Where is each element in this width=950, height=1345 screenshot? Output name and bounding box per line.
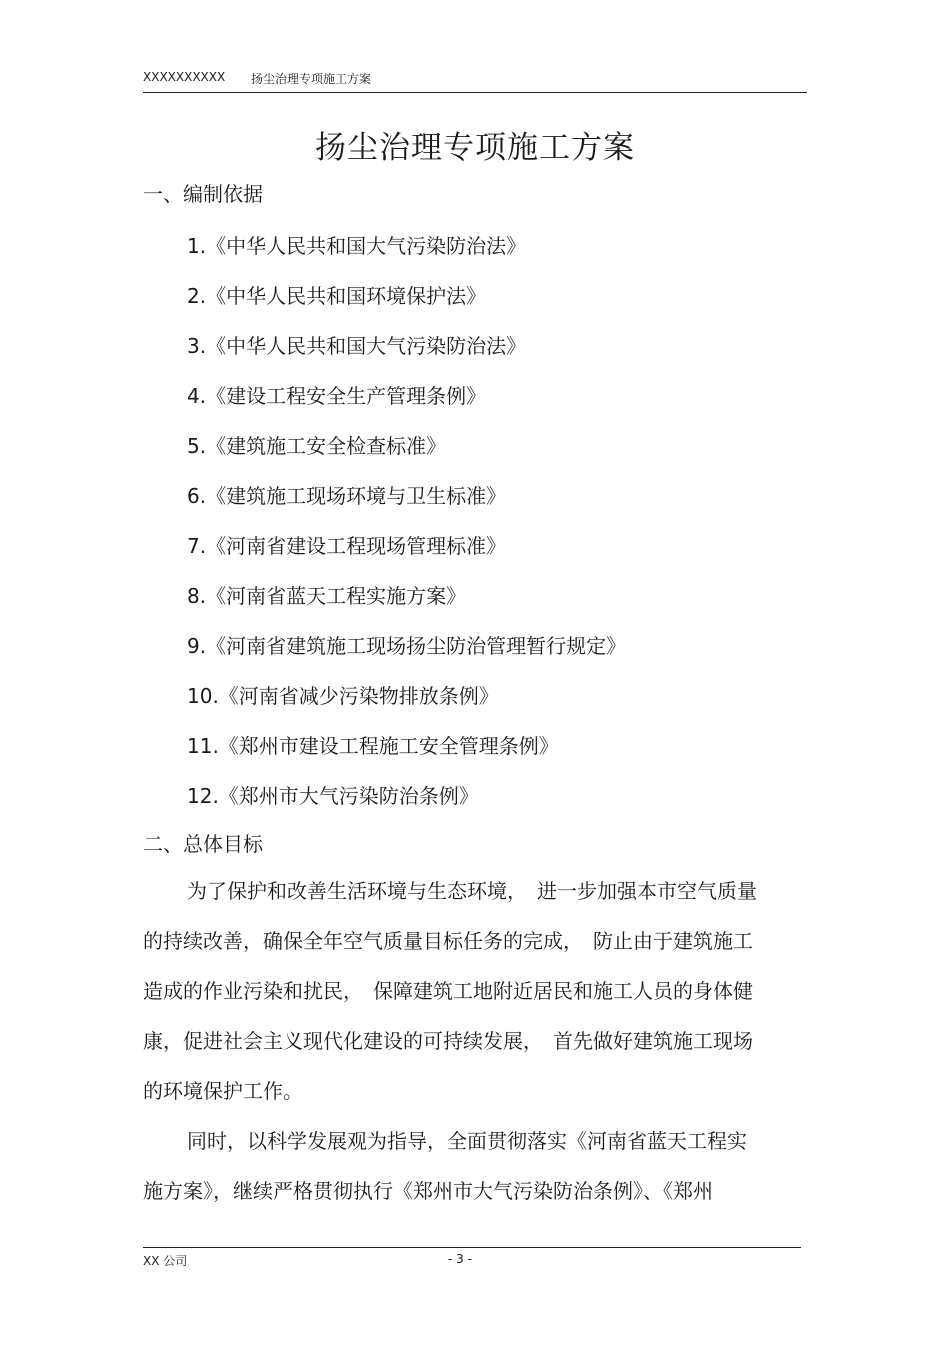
document-title: 扬尘治理专项施工方案 bbox=[315, 130, 635, 166]
basis-item: 2.《中华人民共和国环境保护法》 bbox=[187, 284, 487, 308]
section-heading-basis: 一、编制依据 bbox=[143, 182, 263, 206]
basis-item: 9.《河南省建筑施工现场扬尘防治管理暂行规定》 bbox=[187, 634, 627, 658]
basis-item: 10.《河南省减少污染物排放条例》 bbox=[187, 684, 499, 708]
page-number: - 3 - bbox=[448, 1252, 472, 1266]
basis-item: 5.《建筑施工安全检查标准》 bbox=[187, 434, 447, 458]
basis-item: 8.《河南省蓝天工程实施方案》 bbox=[187, 584, 467, 608]
page-footer bbox=[143, 1247, 801, 1268]
paragraph-line: 康，促进社会主义现代化建设的可持续发展， 首先做好建筑施工现场 bbox=[143, 1029, 753, 1053]
basis-item: 4.《建设工程安全生产管理条例》 bbox=[187, 384, 487, 408]
basis-item: 3.《中华人民共和国大气污染防治法》 bbox=[187, 334, 527, 358]
paragraph-line: 造成的作业污染和扰民， 保障建筑工地附近居民和施工人员的身体健 bbox=[143, 979, 753, 1003]
paragraph-line: 为了保护和改善生活环境与生态环境， 进一步加强本市空气质量 bbox=[187, 879, 757, 903]
basis-item: 7.《河南省建设工程现场管理标准》 bbox=[187, 534, 507, 558]
paragraph-line: 同时，以科学发展观为指导，全面贯彻落实《河南省蓝天工程实 bbox=[187, 1129, 747, 1153]
goals-paragraph-1 bbox=[143, 876, 807, 1126]
section-heading-goals: 二、总体目标 bbox=[143, 832, 263, 856]
paragraph-line: 的持续改善，确保全年空气质量目标任务的完成， 防止由于建筑施工 bbox=[143, 929, 753, 953]
goals-paragraph-2 bbox=[143, 1126, 807, 1226]
paragraph-line: 的环境保护工作。 bbox=[143, 1079, 303, 1103]
basis-item: 1.《中华人民共和国大气污染防治法》 bbox=[187, 234, 527, 258]
footer-company: XX 公司 bbox=[143, 1254, 188, 1268]
basis-item: 12.《郑州市大气污染防治条例》 bbox=[187, 784, 479, 808]
header-title: 扬尘治理专项施工方案 bbox=[251, 72, 372, 86]
basis-item: 6.《建筑施工现场环境与卫生标准》 bbox=[187, 484, 507, 508]
header-code: XXXXXXXXXX bbox=[143, 70, 226, 84]
page-header bbox=[143, 70, 807, 93]
paragraph-line: 施方案》，继续严格贯彻执行《郑州市大气污染防治条例》、《郑州 bbox=[143, 1179, 713, 1203]
basis-item: 11.《郑州市建设工程施工安全管理条例》 bbox=[187, 734, 559, 758]
